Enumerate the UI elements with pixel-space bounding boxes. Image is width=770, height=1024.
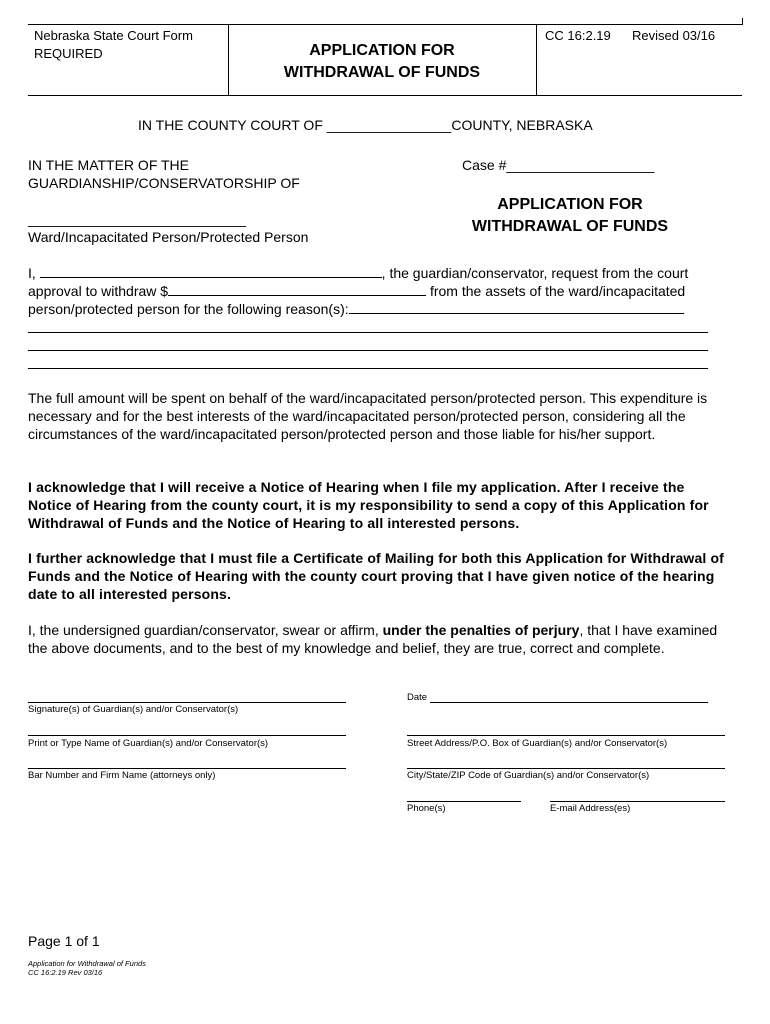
email-caption: E-mail Address(es) [550,803,631,814]
header-title-line1: APPLICATION FOR [309,42,455,59]
request-line3 [28,300,738,318]
header-bottom-rule [28,95,742,96]
reason-blank-1[interactable] [349,300,684,314]
footer-form-code: CC 16:2.19 Rev 03/16 [28,968,103,977]
header-title [228,40,536,84]
signature-caption: Signature(s) of Guardian(s) and/or Conservator(s) [28,704,239,715]
acknowledgement-notice: I acknowledge that I will receive a Notice of Hearing when I file my application. After I receive the Notice of Hearing from the county court, it is my responsibility to send a copy of this Application for Withdrawal of Funds and the Notice of Hearing to all interested persons. [28,479,709,531]
acknowledgement-certificate: I further acknowledge that I must file a Certificate of Mailing for both this Application for Withdrawal of Funds and the Notice of Hearing with the county court proving that I have given notice of the hearing date to all interested persons. [28,550,724,602]
header-corner-tick [742,18,743,25]
case-number-blank[interactable]: ___________________ [506,157,655,173]
date-label: Date [407,692,428,703]
state-form-label: Nebraska State Court Form [34,28,193,43]
header-divider-right [536,24,537,95]
ward-label: Ward/Incapacitated Person/Protected Person [28,229,309,245]
header-title-line2: WITHDRAWAL OF FUNDS [283,64,481,81]
form-number: CC 16:2.19 [545,28,611,43]
email-line[interactable] [550,801,725,802]
amount-blank[interactable] [168,282,426,296]
court-suffix: COUNTY, NEBRASKA [451,117,593,133]
print-name-caption: Print or Type Name of Guardian(s) and/or Conservator(s) [28,738,269,749]
signature-line[interactable] [28,702,346,703]
header-top-rule [28,24,742,25]
case-number-line [462,156,654,174]
reason-blank-2[interactable] [28,332,708,333]
oath-post: , that I have examined the above documents, and to the best of my knowledge and belief, they are true, correct and complete. [28,622,718,656]
city-state-zip-caption: City/State/ZIP Code of Guardian(s) and/or Conservator(s) [407,770,650,781]
bar-number-caption: Bar Number and Firm Name (attorneys only) [28,770,216,781]
caption-title-line2: WITHDRAWAL OF FUNDS [471,218,669,235]
court-prefix: IN THE COUNTY COURT OF [138,117,323,133]
matter-line1: IN THE MATTER OF THE [28,157,190,173]
caption-title-line1: APPLICATION FOR [497,196,643,213]
court-line [138,116,593,134]
matter-caption [28,156,300,192]
footer-form-name: Application for Withdrawal of Funds [28,959,146,968]
ward-blank[interactable]: ____________________________ [28,211,247,227]
street-address-line[interactable] [407,735,725,736]
reason-blank-4[interactable] [28,368,708,369]
county-blank[interactable]: ________________ [326,117,452,133]
request-line1 [28,264,738,282]
matter-line2: GUARDIANSHIP/CONSERVATORSHIP OF [28,175,300,191]
page-number: Page 1 of 1 [28,933,100,949]
from-assets-text: from the assets of the ward/incapacitated [429,283,686,299]
guardian-name-blank[interactable] [40,264,382,278]
city-state-zip-line[interactable] [407,768,725,769]
phone-caption: Phone(s) [407,803,446,814]
statement-paragraph: The full amount will be spent on behalf of the ward/incapacitated person/protected person. This expenditure is necessary and for the best interests of the ward/incapacitated person/protected person, considering all the circumstances of the ward/incapacitated person/protected person and those liable for his/her support. [28,390,708,442]
street-address-caption: Street Address/P.O. Box of Guardian(s) and/or Conservator(s) [407,738,668,749]
caption-title [440,194,700,238]
oath-pre: I, the undersigned guardian/conservator, swear or affirm, [28,622,383,638]
request-i: I, [28,265,36,281]
bar-number-line[interactable] [28,768,346,769]
reasons-text: person/protected person for the following reason(s): [28,301,349,317]
request-line2 [28,282,738,300]
revised-date: Revised 03/16 [632,28,716,43]
oath-paragraph [28,621,728,657]
oath-bold: under the penalties of perjury [382,622,580,638]
date-line[interactable] [430,702,708,703]
print-name-line[interactable] [28,735,346,736]
reason-blank-3[interactable] [28,350,708,351]
case-label: Case # [462,157,507,173]
approval-text: approval to withdraw $ [28,283,169,299]
request-after-name: , the guardian/conservator, request from the court [381,265,689,281]
phone-line[interactable] [407,801,521,802]
required-label: REQUIRED [34,46,103,61]
